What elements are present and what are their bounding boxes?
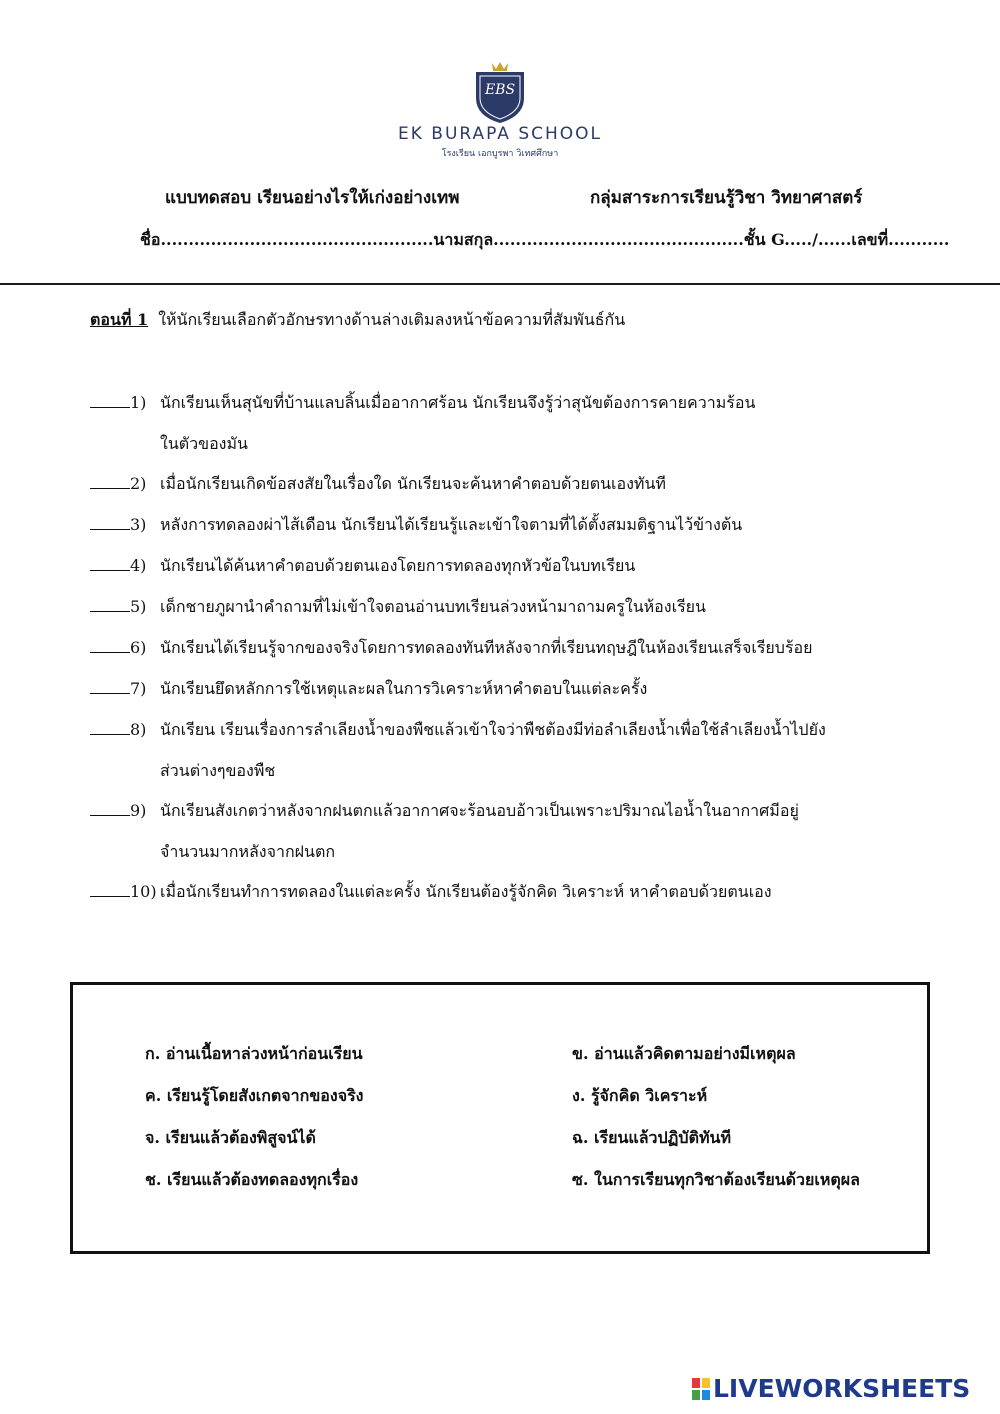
question-item xyxy=(90,709,970,791)
question-text: นักเรียนได้เรียนรู้จากของจริงโดยการทดลองทันทีหลังจากที่เรียนทฤษฎีในห้องเรียนเสร็จเรียบร้อย xyxy=(160,638,813,657)
question-text: หลังการทดลองผ่าไส้เดือน นักเรียนได้เรียนรู้และเข้าใจตามที่ได้ตั้งสมมติฐานไว้ข้างต้น xyxy=(160,515,743,534)
question-item xyxy=(90,545,970,586)
watermark-text: LIVEWORKSHEETS xyxy=(713,1374,971,1403)
question-text: เมื่อนักเรียนเกิดข้อสงสัยในเรื่องใด นักเรียนจะค้นหาคำตอบด้วยตนเองทันที xyxy=(160,474,666,493)
question-item xyxy=(90,790,970,872)
question-text: นักเรียนสังเกตว่าหลังจากฝนตกแล้วอากาศจะร้อนอบอ้าวเป็นเพราะปริมาณไอน้ำในอากาศมีอยู่ xyxy=(160,801,799,820)
liveworksheets-logo-icon xyxy=(692,1377,710,1399)
answer-blank[interactable] xyxy=(90,791,130,816)
question-text: นักเรียน เรียนเรื่องการลำเลียงน้ำของพืชแล้วเข้าใจว่าพืชต้องมีท่อลำเลียงน้ำเพื่อใช้ลำเลียงน้ำไปยัง xyxy=(160,720,826,739)
question-item xyxy=(90,463,970,504)
question-item xyxy=(90,668,970,709)
school-name: EK BURAPA SCHOOL xyxy=(397,124,603,144)
answer-blank[interactable] xyxy=(90,505,130,530)
option-item: ง. รู้จักคิด วิเคราะห์ xyxy=(572,1086,708,1105)
question-number: 1) xyxy=(130,393,147,412)
question-text: เด็กชายภูผานำคำถามที่ไม่เข้าใจตอนอ่านบทเรียนล่วงหน้ามาถามครูในห้องเรียน xyxy=(160,597,706,616)
school-subtitle: โรงเรียน เอกบูรพา วิเทศศึกษา xyxy=(441,149,559,159)
answer-blank[interactable] xyxy=(90,872,130,897)
option-item: ซ. ในการเรียนทุกวิชาต้องเรียนด้วยเหตุผล xyxy=(572,1170,860,1189)
question-number: 8) xyxy=(130,720,147,739)
option-item: ช. เรียนแล้วต้องทดลองทุกเรื่อง xyxy=(145,1170,359,1189)
question-text: เมื่อนักเรียนทำการทดลองในแต่ละครั้ง นักเรียนต้องรู้จักคิด วิเคราะห์ หาคำตอบด้วยตนเอง xyxy=(160,882,772,901)
answer-options-box xyxy=(70,982,930,1254)
question-number: 3) xyxy=(130,515,147,534)
student-info-line: ชื่อ.................................................นามสกุล.............................................ชั้น G...../......เลขที่........... xyxy=(140,230,950,249)
answer-blank[interactable] xyxy=(90,383,130,408)
option-item: ก. อ่านเนื้อหาล่วงหน้าก่อนเรียน xyxy=(145,1044,363,1063)
question-continuation: ส่วนต่างๆของพืช xyxy=(160,761,276,780)
question-item xyxy=(90,382,970,464)
answer-blank[interactable] xyxy=(90,587,130,612)
section-label: ตอนที่ 1 xyxy=(90,310,149,329)
question-number: 7) xyxy=(130,679,147,698)
option-item: ฉ. เรียนแล้วปฏิบัติทันที xyxy=(572,1128,731,1147)
option-item: จ. เรียนแล้วต้องพิสูจน์ได้ xyxy=(145,1128,316,1147)
header-divider xyxy=(0,283,1000,285)
option-item: ข. อ่านแล้วคิดตามอย่างมีเหตุผล xyxy=(572,1044,796,1063)
question-continuation: จำนวนมากหลังจากฝนตก xyxy=(160,842,336,861)
question-text: นักเรียนได้ค้นหาคำตอบด้วยตนเองโดยการทดลองทุกหัวข้อในบทเรียน xyxy=(160,556,636,575)
question-number: 10) xyxy=(130,882,157,901)
question-item xyxy=(90,871,970,912)
logo-text: EBS xyxy=(484,82,516,98)
option-item: ค. เรียนรู้โดยสังเกตจากของจริง xyxy=(145,1086,364,1105)
subject-line: กลุ่มสาระการเรียนรู้วิชา วิทยาศาสตร์ xyxy=(590,188,863,208)
section-heading xyxy=(90,308,625,333)
answer-blank[interactable] xyxy=(90,464,130,489)
question-item xyxy=(90,504,970,545)
question-number: 2) xyxy=(130,474,147,493)
question-text: นักเรียนยึดหลักการใช้เหตุและผลในการวิเคราะห์หาคำตอบในแต่ละครั้ง xyxy=(160,679,648,698)
answer-blank[interactable] xyxy=(90,669,130,694)
question-number: 5) xyxy=(130,597,147,616)
liveworksheets-watermark xyxy=(692,1374,970,1403)
question-item xyxy=(90,586,970,627)
question-item xyxy=(90,627,970,668)
question-number: 9) xyxy=(130,801,147,820)
question-number: 4) xyxy=(130,556,147,575)
section-instruction: ให้นักเรียนเลือกตัวอักษรทางด้านล่างเติมลงหน้าข้อความที่สัมพันธ์กัน xyxy=(158,310,626,329)
answer-blank[interactable] xyxy=(90,546,130,571)
answer-blank[interactable] xyxy=(90,710,130,735)
question-text: นักเรียนเห็นสุนัขที่บ้านแลบลิ้นเมื่ออากาศร้อน นักเรียนจึงรู้ว่าสุนัขต้องการคายความร้อน xyxy=(160,393,756,412)
test-title: แบบทดสอบ เรียนอย่างไรให้เก่งอย่างเทพ xyxy=(165,188,460,208)
question-continuation: ในตัวของมัน xyxy=(160,434,248,453)
question-number: 6) xyxy=(130,638,147,657)
answer-blank[interactable] xyxy=(90,628,130,653)
